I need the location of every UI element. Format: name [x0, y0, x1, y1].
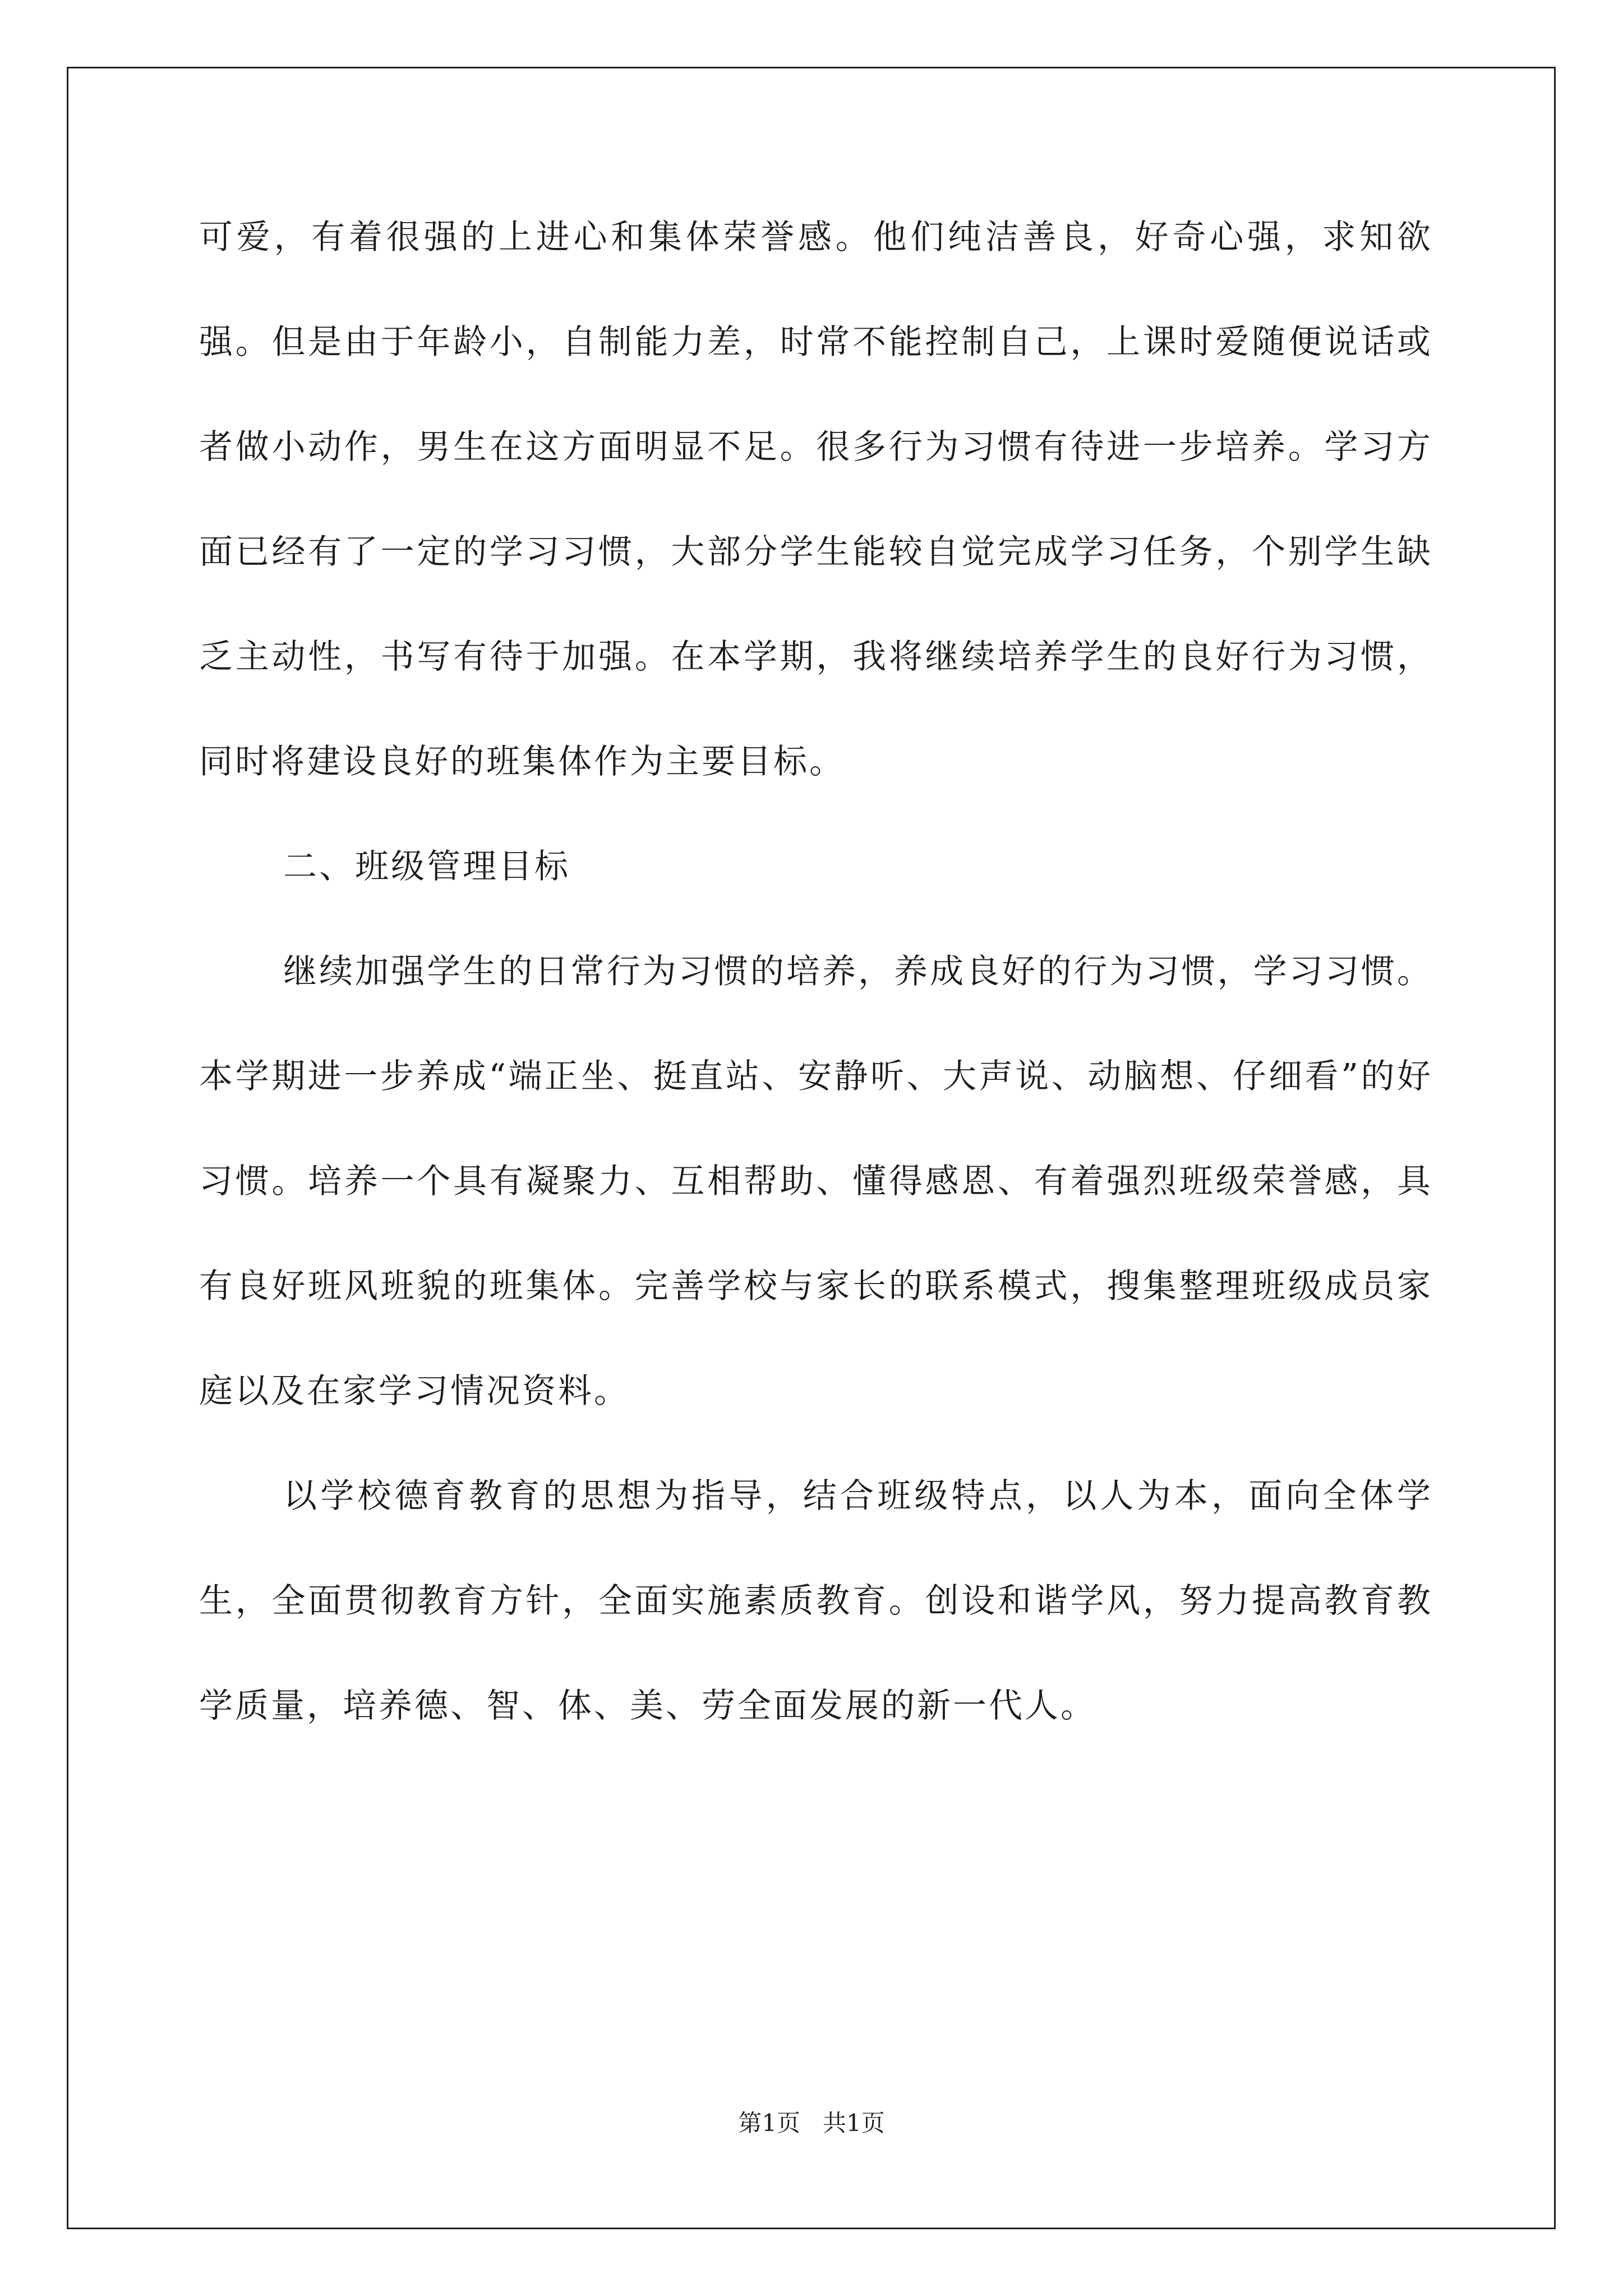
paragraph-class-situation: 可爱，有着很强的上进心和集体荣誉感。他们纯洁善良，好奇心强，求知欲强。但是由于年龄小，自制能力差，时常不能控制自己，上课时爱随便说话或者做小动作，男生在这方面明显不足。很多行为习惯有待进一步培养。学习方面已经有了一定的学习习惯，大部分学生能较自觉完成学习任务，个别学生缺乏主动性，书写有待于加强。在本学期，我将继续培养学生的良好行为习惯，同时将建设良好的班集体作为主要目标。 [199, 218, 1433, 781]
page-count: 共1页 [823, 2109, 885, 2137]
paragraph-guiding-ideology: 以学校德育教育的思想为指导，结合班级特点，以人为本，面向全体学生，全面贯彻教育方针，全面实施素质教育。创设和谐学风，努力提高教育教学质量，培养德、智、体、美、劳全面发展的新一代人。 [199, 1476, 1433, 1726]
section-heading-management-goals: 二、班级管理目标 [283, 847, 570, 886]
paragraph-habit-goals: 继续加强学生的日常行为习惯的培养，养成良好的行为习惯，学习习惯。本学期进一步养成“端正坐、挺直站、安静听、大声说、动脑想、仔细看”的好习惯。培养一个具有凝聚力、互相帮助、懂得感恩、有着强烈班级荣誉感，具有良好班风班貌的班集体。完善学校与家长的联系模式，搜集整理班级成员家庭以及在家学习情况资料。 [199, 952, 1433, 1411]
document-body [199, 185, 1433, 1759]
page-footer [0, 2106, 1623, 2140]
page-number: 第1页 [738, 2109, 800, 2137]
